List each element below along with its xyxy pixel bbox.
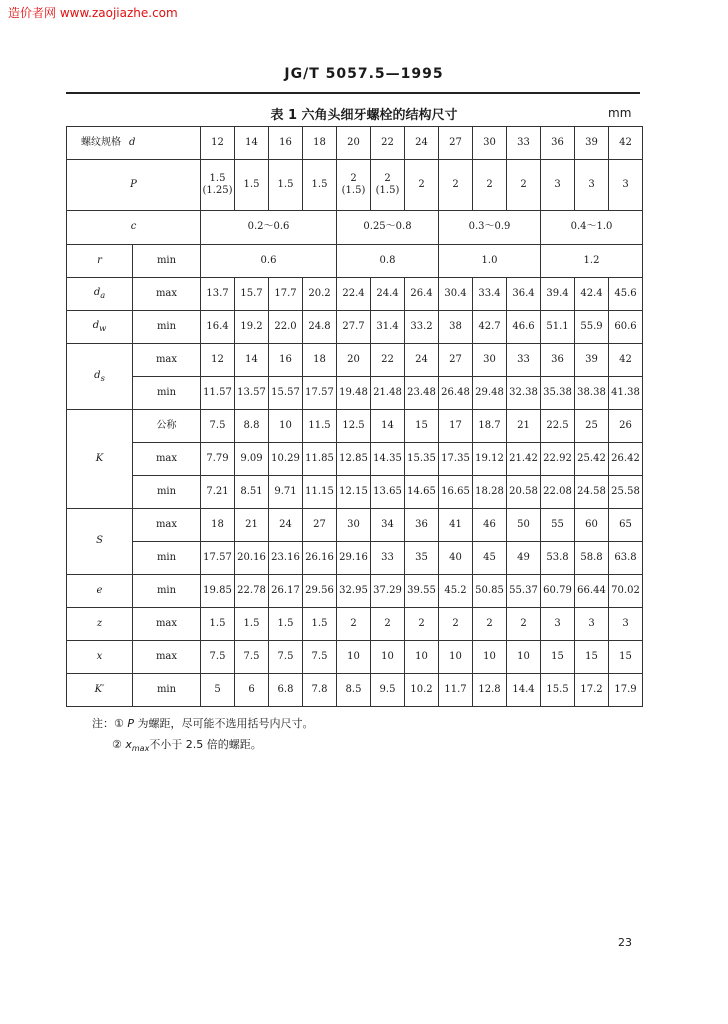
ds-min-value: 11.57	[201, 377, 235, 410]
x-value: 7.5	[269, 641, 303, 674]
k-max-value: 7.79	[201, 443, 235, 476]
header-value: 14	[235, 127, 269, 160]
da-subscript: a	[100, 290, 106, 301]
dw-symbol-cell	[67, 311, 133, 344]
ds-min-value: 15.57	[269, 377, 303, 410]
unit-label: mm	[608, 106, 632, 120]
dw-value: 42.7	[473, 311, 507, 344]
k-max-value: 26.42	[609, 443, 643, 476]
ds-max-value: 39	[575, 344, 609, 377]
da-symbol-cell	[67, 278, 133, 311]
s-max-value: 30	[337, 509, 371, 542]
z-value: 2	[371, 608, 405, 641]
e-value: 55.37	[507, 575, 541, 608]
x-value: 7.5	[235, 641, 269, 674]
k-nominal-value: 11.5	[303, 410, 337, 443]
s-max-value: 27	[303, 509, 337, 542]
da-value: 26.4	[405, 278, 439, 311]
row-e	[67, 575, 643, 608]
k-max-value: 12.85	[337, 443, 371, 476]
note-1-text: 为螺距，尽可能不选用括号内尺寸。	[134, 717, 314, 730]
kp-value: 5	[201, 674, 235, 707]
pitch-value: 2	[405, 160, 439, 211]
k-min-value: 24.58	[575, 476, 609, 509]
note-2-subscript: max	[131, 744, 150, 754]
e-value: 32.95	[337, 575, 371, 608]
dw-value: 16.4	[201, 311, 235, 344]
z-value: 1.5	[235, 608, 269, 641]
s-max-value: 21	[235, 509, 269, 542]
pitch-value: 2 (1.5)	[337, 160, 371, 211]
z-value: 3	[575, 608, 609, 641]
row-thread-spec	[67, 127, 643, 160]
kp-value: 17.9	[609, 674, 643, 707]
pitch-value: 1.5	[269, 160, 303, 211]
k-min-value: 18.28	[473, 476, 507, 509]
dw-value: 60.6	[609, 311, 643, 344]
pitch-value: 1.5	[235, 160, 269, 211]
row-x	[67, 641, 643, 674]
s-min-value: 40	[439, 542, 473, 575]
e-value: 39.55	[405, 575, 439, 608]
da-value: 30.4	[439, 278, 473, 311]
e-value: 70.02	[609, 575, 643, 608]
dw-sub: min	[133, 311, 201, 344]
k-min-value: 22.08	[541, 476, 575, 509]
k-min-value: 8.51	[235, 476, 269, 509]
z-value: 1.5	[269, 608, 303, 641]
x-value: 15	[575, 641, 609, 674]
kp-value: 15.5	[541, 674, 575, 707]
k-max-value: 10.29	[269, 443, 303, 476]
s-min-value: 58.8	[575, 542, 609, 575]
r-sub: min	[133, 245, 201, 278]
dw-value: 24.8	[303, 311, 337, 344]
k-min-value: 13.65	[371, 476, 405, 509]
ds-max-value: 42	[609, 344, 643, 377]
k-max-value: 9.09	[235, 443, 269, 476]
dimension-table	[66, 126, 643, 707]
watermark: 造价者网 www.zaojiazhe.com	[8, 6, 178, 20]
s-min-value: 35	[405, 542, 439, 575]
ds-min-value: 17.57	[303, 377, 337, 410]
ds-max-sub: max	[133, 344, 201, 377]
pitch-value: 1.5 (1.25)	[201, 160, 235, 211]
z-value: 2	[507, 608, 541, 641]
x-sub: max	[133, 641, 201, 674]
da-value: 13.7	[201, 278, 235, 311]
r-symbol: r	[67, 245, 133, 278]
kp-value: 6.8	[269, 674, 303, 707]
s-max-value: 41	[439, 509, 473, 542]
dw-value: 33.2	[405, 311, 439, 344]
kp-value: 6	[235, 674, 269, 707]
ds-max-value: 20	[337, 344, 371, 377]
ds-min-value: 38.38	[575, 377, 609, 410]
dw-symbol: d	[92, 320, 100, 332]
dw-subscript: w	[99, 323, 107, 334]
z-value: 2	[337, 608, 371, 641]
k-min-value: 25.58	[609, 476, 643, 509]
ds-max-value: 22	[371, 344, 405, 377]
ds-min-value: 32.38	[507, 377, 541, 410]
k-max-value: 15.35	[405, 443, 439, 476]
z-value: 3	[541, 608, 575, 641]
z-sub: max	[133, 608, 201, 641]
header-value: 27	[439, 127, 473, 160]
row-ds-max	[67, 344, 643, 377]
dw-value: 22.0	[269, 311, 303, 344]
z-value: 1.5	[303, 608, 337, 641]
ds-max-value: 30	[473, 344, 507, 377]
s-min-sub: min	[133, 542, 201, 575]
s-max-value: 36	[405, 509, 439, 542]
row-k-max	[67, 443, 643, 476]
s-min-value: 23.16	[269, 542, 303, 575]
e-value: 37.29	[371, 575, 405, 608]
z-value: 3	[609, 608, 643, 641]
note-2-symbol: x	[125, 738, 132, 751]
z-value: 2	[405, 608, 439, 641]
pitch-symbol: P	[67, 160, 201, 211]
s-min-value: 33	[371, 542, 405, 575]
k-nominal-value: 18.7	[473, 410, 507, 443]
header-label: 螺纹规格	[81, 136, 121, 148]
ds-min-value: 23.48	[405, 377, 439, 410]
s-min-value: 26.16	[303, 542, 337, 575]
da-value: 17.7	[269, 278, 303, 311]
c-value: 0.25～0.8	[337, 211, 439, 245]
table-notes	[92, 713, 314, 759]
standard-code: JG/T 5057.5—1995	[284, 66, 444, 82]
header-value: 18	[303, 127, 337, 160]
header-value: 22	[371, 127, 405, 160]
row-k-nominal	[67, 410, 643, 443]
table-title: 表 1 六角头细牙螺栓的结构尺寸	[270, 108, 458, 123]
dw-value: 27.7	[337, 311, 371, 344]
ds-min-sub: min	[133, 377, 201, 410]
kp-value: 14.4	[507, 674, 541, 707]
kp-value: 9.5	[371, 674, 405, 707]
ds-max-value: 16	[269, 344, 303, 377]
header-value: 16	[269, 127, 303, 160]
row-ds-min	[67, 377, 643, 410]
pitch-value: 2	[439, 160, 473, 211]
e-symbol: e	[67, 575, 133, 608]
k-nominal-value: 17	[439, 410, 473, 443]
s-min-value: 53.8	[541, 542, 575, 575]
r-value: 1.0	[439, 245, 541, 278]
x-value: 10	[507, 641, 541, 674]
k-nominal-value: 7.5	[201, 410, 235, 443]
c-value: 0.2～0.6	[201, 211, 337, 245]
da-sub: max	[133, 278, 201, 311]
e-value: 19.85	[201, 575, 235, 608]
e-value: 29.56	[303, 575, 337, 608]
x-value: 15	[541, 641, 575, 674]
x-value: 7.5	[201, 641, 235, 674]
kp-value: 7.8	[303, 674, 337, 707]
ds-subscript: s	[100, 372, 105, 383]
note-1	[92, 713, 314, 734]
r-value: 0.6	[201, 245, 337, 278]
k-nominal-value: 15	[405, 410, 439, 443]
ds-min-value: 19.48	[337, 377, 371, 410]
dw-value: 46.6	[507, 311, 541, 344]
da-value: 33.4	[473, 278, 507, 311]
k-min-value: 14.65	[405, 476, 439, 509]
s-max-value: 24	[269, 509, 303, 542]
k-min-value: 12.15	[337, 476, 371, 509]
kp-value: 8.5	[337, 674, 371, 707]
row-k-min	[67, 476, 643, 509]
ds-max-value: 24	[405, 344, 439, 377]
s-max-value: 55	[541, 509, 575, 542]
header-value: 33	[507, 127, 541, 160]
ds-min-value: 29.48	[473, 377, 507, 410]
pitch-value: 3	[609, 160, 643, 211]
kp-symbol: K′	[67, 674, 133, 707]
ds-min-value: 35.38	[541, 377, 575, 410]
z-value: 2	[473, 608, 507, 641]
ds-symbol-cell	[67, 344, 133, 410]
z-value: 2	[439, 608, 473, 641]
dw-value: 31.4	[371, 311, 405, 344]
ds-max-value: 27	[439, 344, 473, 377]
ds-max-value: 14	[235, 344, 269, 377]
x-value: 10	[405, 641, 439, 674]
s-max-sub: max	[133, 509, 201, 542]
ds-symbol: d	[94, 369, 101, 381]
k-min-value: 16.65	[439, 476, 473, 509]
k-nominal-value: 22.5	[541, 410, 575, 443]
row-pitch	[67, 160, 643, 211]
pitch-value: 2 (1.5)	[371, 160, 405, 211]
row-s-max	[67, 509, 643, 542]
k-max-value: 17.35	[439, 443, 473, 476]
x-value: 10	[439, 641, 473, 674]
k-max-value: 11.85	[303, 443, 337, 476]
x-value: 10	[337, 641, 371, 674]
pitch-value: 2	[507, 160, 541, 211]
x-value: 7.5	[303, 641, 337, 674]
e-value: 50.85	[473, 575, 507, 608]
note-2-prefix: ②	[112, 738, 126, 751]
s-max-value: 60	[575, 509, 609, 542]
e-value: 26.17	[269, 575, 303, 608]
page-number: 23	[618, 936, 632, 949]
da-value: 45.6	[609, 278, 643, 311]
kp-value: 17.2	[575, 674, 609, 707]
dw-value: 51.1	[541, 311, 575, 344]
da-value: 15.7	[235, 278, 269, 311]
da-value: 20.2	[303, 278, 337, 311]
x-value: 10	[473, 641, 507, 674]
k-nominal-sub: 公称	[133, 410, 201, 443]
ds-min-value: 26.48	[439, 377, 473, 410]
row-r	[67, 245, 643, 278]
note-2	[92, 734, 314, 759]
k-max-value: 14.35	[371, 443, 405, 476]
s-min-value: 49	[507, 542, 541, 575]
dw-value: 55.9	[575, 311, 609, 344]
ds-max-value: 12	[201, 344, 235, 377]
e-value: 66.44	[575, 575, 609, 608]
k-max-value: 19.12	[473, 443, 507, 476]
note-1-symbol: P	[127, 717, 134, 730]
pitch-value: 3	[575, 160, 609, 211]
r-value: 1.2	[541, 245, 643, 278]
header-value: 12	[201, 127, 235, 160]
k-symbol: K	[67, 410, 133, 509]
row-s-min	[67, 542, 643, 575]
z-symbol: z	[67, 608, 133, 641]
header-value: 24	[405, 127, 439, 160]
header-value: 39	[575, 127, 609, 160]
dw-value: 19.2	[235, 311, 269, 344]
pitch-value: 2	[473, 160, 507, 211]
ds-min-value: 41.38	[609, 377, 643, 410]
row-z	[67, 608, 643, 641]
k-min-value: 7.21	[201, 476, 235, 509]
k-min-value: 20.58	[507, 476, 541, 509]
k-nominal-value: 14	[371, 410, 405, 443]
c-value: 0.4～1.0	[541, 211, 643, 245]
x-symbol: x	[67, 641, 133, 674]
header-value: 36	[541, 127, 575, 160]
note-2-text: 不小于 2.5 倍的螺距。	[149, 738, 262, 751]
k-nominal-value: 12.5	[337, 410, 371, 443]
s-min-value: 20.16	[235, 542, 269, 575]
k-max-value: 21.42	[507, 443, 541, 476]
e-value: 60.79	[541, 575, 575, 608]
da-symbol: d	[93, 287, 101, 299]
x-value: 10	[371, 641, 405, 674]
ds-max-value: 33	[507, 344, 541, 377]
pitch-value: 3	[541, 160, 575, 211]
row-c	[67, 211, 643, 245]
da-value: 36.4	[507, 278, 541, 311]
k-nominal-value: 10	[269, 410, 303, 443]
ds-min-value: 13.57	[235, 377, 269, 410]
e-value: 45.2	[439, 575, 473, 608]
k-min-sub: min	[133, 476, 201, 509]
header-value: 42	[609, 127, 643, 160]
da-value: 39.4	[541, 278, 575, 311]
s-max-value: 34	[371, 509, 405, 542]
ds-max-value: 36	[541, 344, 575, 377]
s-min-value: 45	[473, 542, 507, 575]
header-value: 20	[337, 127, 371, 160]
c-value: 0.3～0.9	[439, 211, 541, 245]
row-da	[67, 278, 643, 311]
s-max-value: 46	[473, 509, 507, 542]
c-symbol: c	[67, 211, 201, 245]
kp-sub: min	[133, 674, 201, 707]
s-symbol: S	[67, 509, 133, 575]
row-dw	[67, 311, 643, 344]
k-nominal-value: 26	[609, 410, 643, 443]
x-value: 15	[609, 641, 643, 674]
k-nominal-value: 25	[575, 410, 609, 443]
k-max-value: 25.42	[575, 443, 609, 476]
s-min-value: 63.8	[609, 542, 643, 575]
header-label-cell	[67, 127, 201, 160]
s-max-value: 18	[201, 509, 235, 542]
s-min-value: 17.57	[201, 542, 235, 575]
s-max-value: 50	[507, 509, 541, 542]
da-value: 22.4	[337, 278, 371, 311]
kp-value: 10.2	[405, 674, 439, 707]
da-value: 42.4	[575, 278, 609, 311]
k-nominal-value: 21	[507, 410, 541, 443]
top-rule	[66, 92, 640, 94]
r-value: 0.8	[337, 245, 439, 278]
header-symbol: d	[129, 136, 136, 148]
k-min-value: 11.15	[303, 476, 337, 509]
note-1-prefix: 注：①	[92, 717, 128, 730]
z-value: 1.5	[201, 608, 235, 641]
s-min-value: 29.16	[337, 542, 371, 575]
e-sub: min	[133, 575, 201, 608]
ds-max-value: 18	[303, 344, 337, 377]
e-value: 22.78	[235, 575, 269, 608]
kp-value: 12.8	[473, 674, 507, 707]
k-max-value: 22.92	[541, 443, 575, 476]
header-value: 30	[473, 127, 507, 160]
da-value: 24.4	[371, 278, 405, 311]
ds-min-value: 21.48	[371, 377, 405, 410]
pitch-value: 1.5	[303, 160, 337, 211]
k-nominal-value: 8.8	[235, 410, 269, 443]
row-k-prime	[67, 674, 643, 707]
k-max-sub: max	[133, 443, 201, 476]
dw-value: 38	[439, 311, 473, 344]
s-max-value: 65	[609, 509, 643, 542]
kp-value: 11.7	[439, 674, 473, 707]
k-min-value: 9.71	[269, 476, 303, 509]
